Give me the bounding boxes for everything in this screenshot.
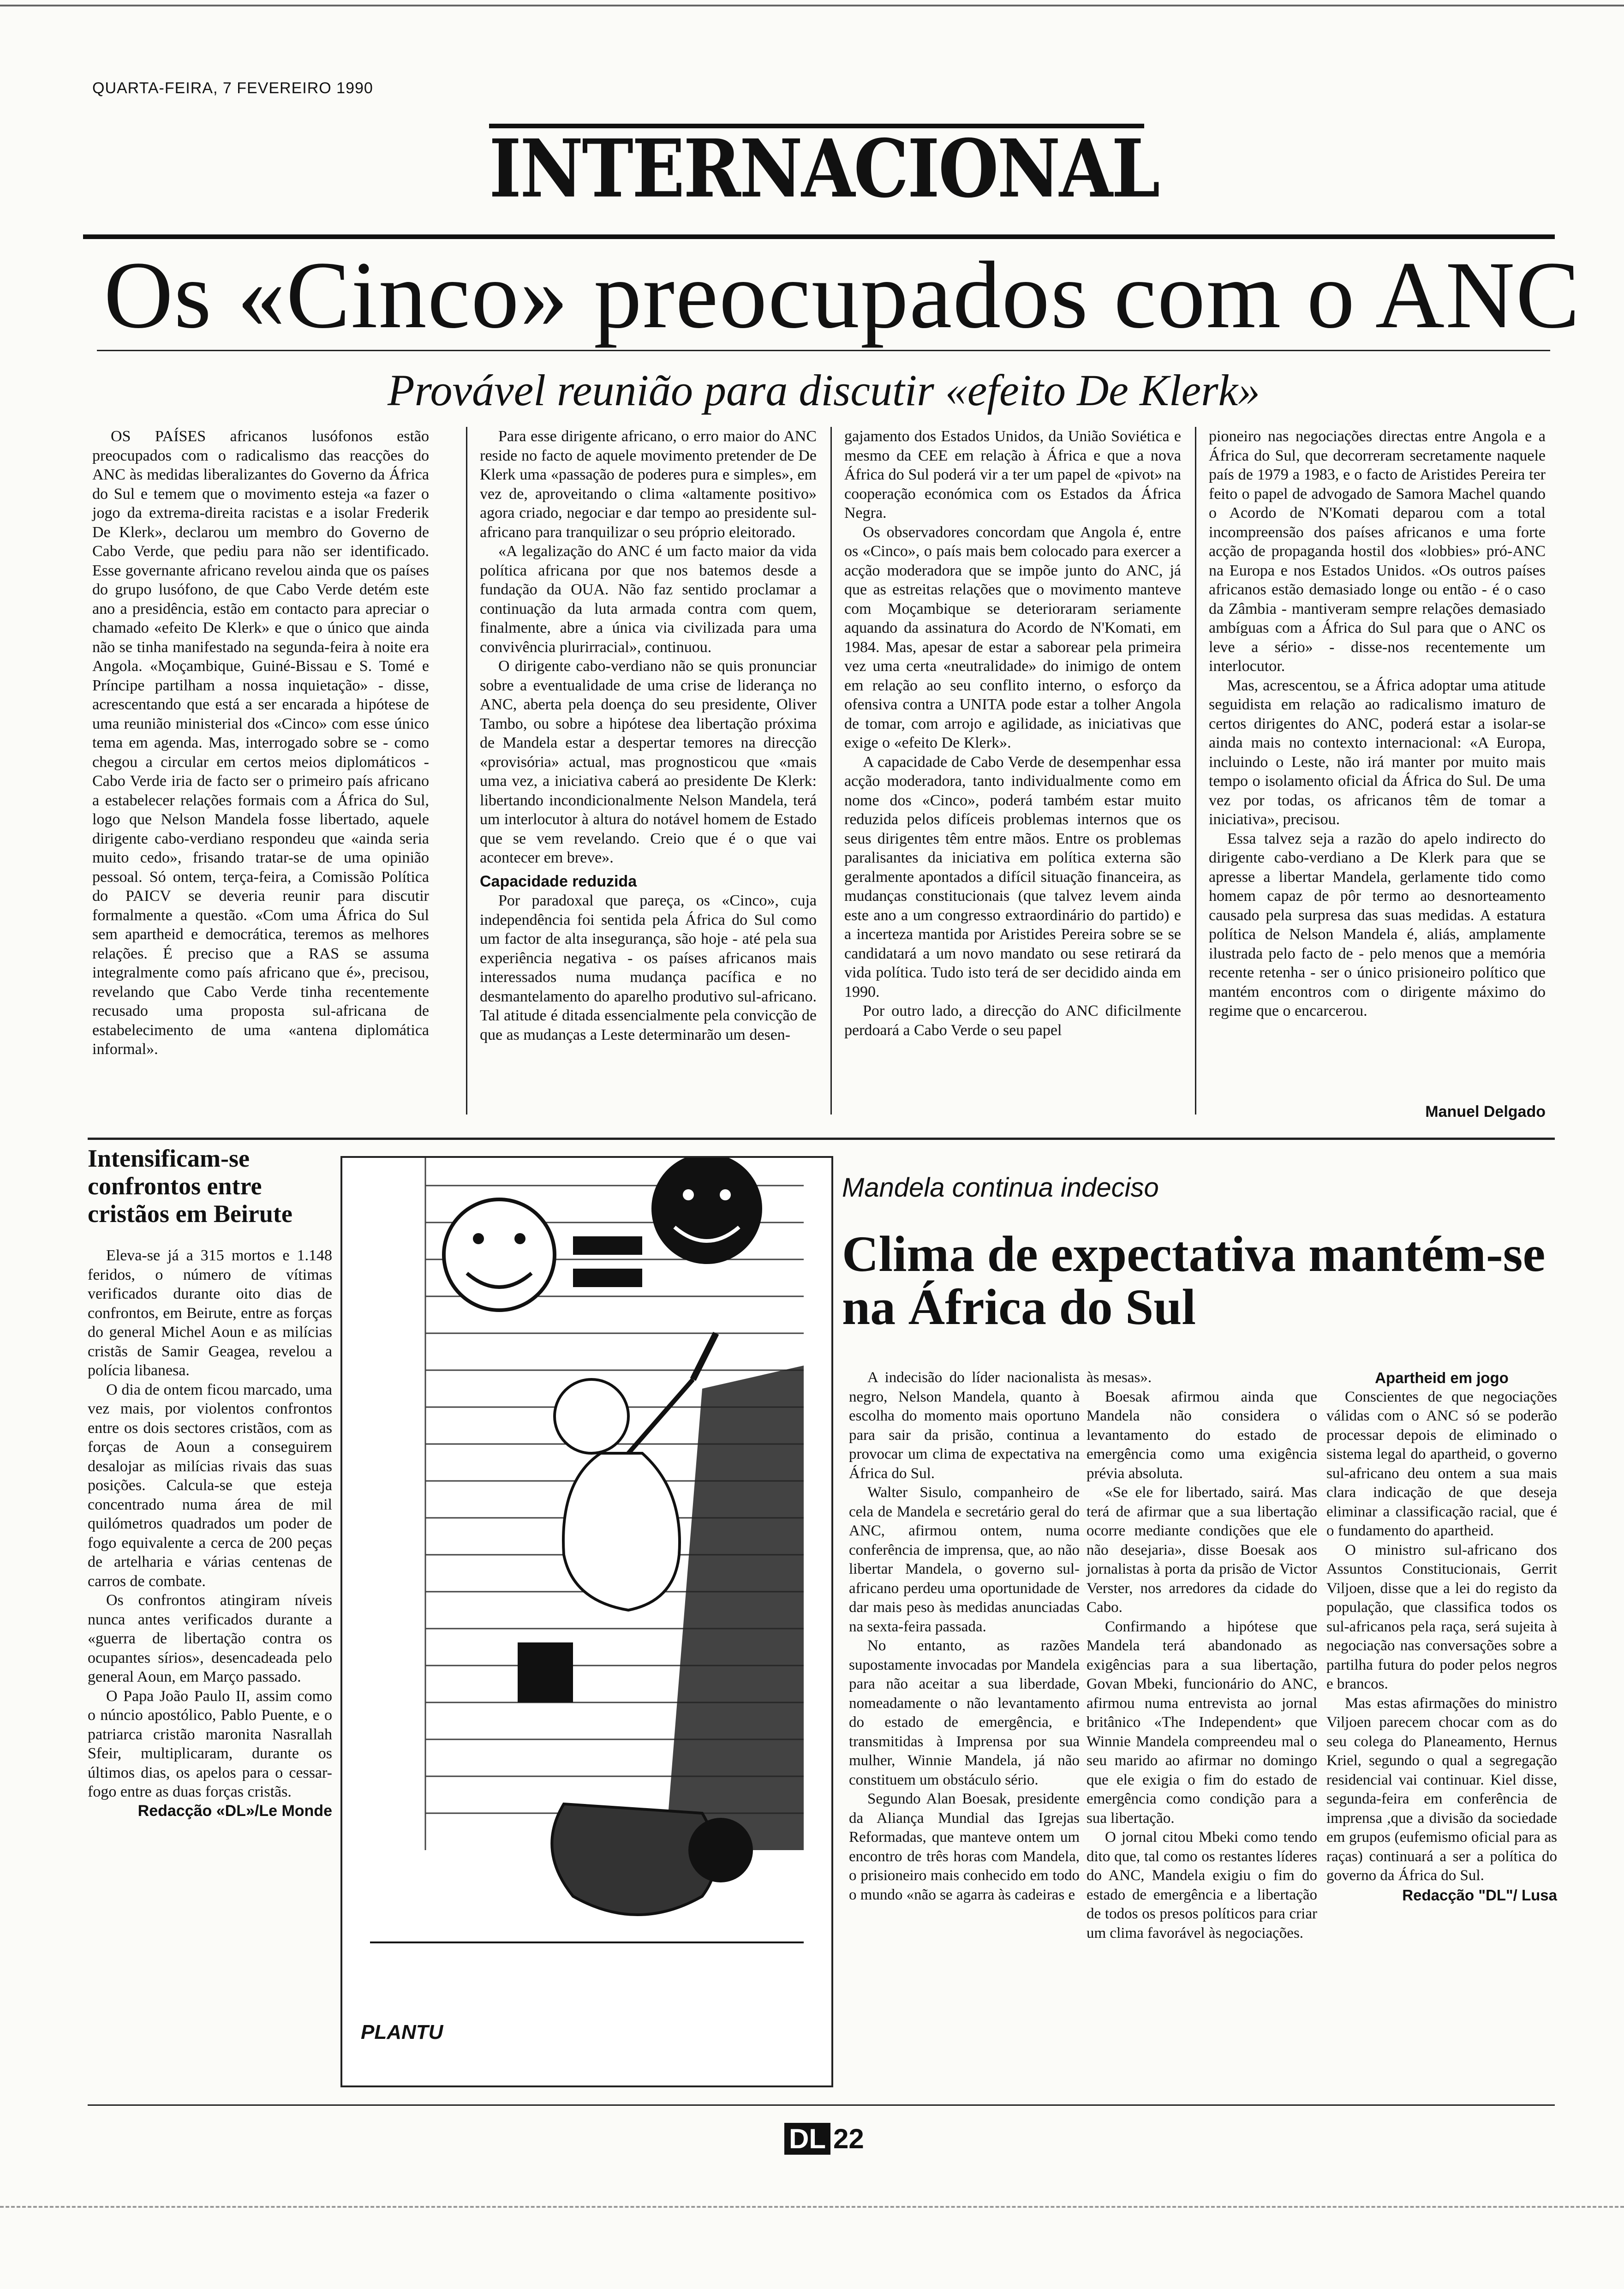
section-banner (489, 122, 1159, 221)
scan-edge-top (0, 5, 1624, 6)
paragraph: Para esse dirigente africano, o erro maior do ANC reside no facto de aquele movimento pretender de De Klerk uma «passação de poderes pura e simples», em vez de, aproveitando o clima «altamente positivo» agora criado, negociar e dar tempo ao presidente sul-africano para tranquilizar o seu próprio eleitorado. (480, 428, 817, 541)
paragraph: Mas estas afirmações do ministro Viljoen parecem chocar com as do seu colega do Planeamento, Hernus Kriel, segundo o qual a segregação residencial vai continuar. Kiel disse, segunda-feira em conferência de imprensa ,que a divisão da sociedade em grupos (eufemismo oficial para as raças) continuará a ser a política do governo da África do Sul. (1326, 1695, 1557, 1884)
paragraph: às mesas». (1087, 1369, 1152, 1386)
main-article-column-2 (480, 427, 817, 1044)
main-article-column-4 (1209, 427, 1546, 1021)
dl-logo: DL (784, 2123, 830, 2155)
paragraph: O dia de ontem ficou marcado, uma vez mais, por violentos confrontos entre os dois sectores cristãos, com as forças de Aoun a conseguirem desalojar as milícias rivais das suas posições. Calcula-se que esteja concentrado numa área de mil quilómetros quadrados um poder de fogo equivalente a cerca de 200 peças de artelharia e várias centenas de carros de combate. (88, 1381, 332, 1590)
cartoon-illustration (340, 1156, 833, 2087)
paragraph: Confirmando a hipótese que Mandela terá abandonado as exigências para a sua libertação, Govan Mbeki, funcionário do ANC, afirmou numa entrevista ao jornal britânico «The Independent» que Winnie Mandela compreendeu mal o seu marido ao afirmar no domingo que ele exigia o fim do estado de emergência como condição para a sua libertação. (1087, 1618, 1317, 1827)
beirute-article (88, 1144, 332, 1821)
mandela-column-1 (849, 1368, 1080, 1905)
paragraph: Eleva-se já a 315 mortos e 1.148 feridos, o número de vítimas verificados durante oito dias de confrontos, em Beirute, entre as forças do general Michel Aoun e as milícias cristãs de Samir Geagea, revelou a polícia libanesa. (88, 1247, 332, 1379)
beirute-headline: Intensificam-se confrontos entre cristãos em Beirute (88, 1144, 293, 1228)
paragraph: gajamento dos Estados Unidos, da União Soviética e mesmo da CEE em relação à África e que a nova África do Sul poderá vir a ter um papel de «pivot» na cooperação económica com os Estados da África Negra. (844, 428, 1181, 521)
mandela-headline-text: Clima de expectativa mantém-se na África do Sul (842, 1226, 1546, 1335)
paragraph: O dirigente cabo-verdiano não se quis pronunciar sobre a eventualidade de uma crise de liderança no ANC, aberta pela doença do seu presidente, Oliver Tambo, ou sobre a hipótese dea libertação próxima de Mandela estar a despertar temores na direcção «provisória» actual, mas prognosticou que «mais uma vez, a iniciativa caberá ao presidente De Klerk: libertando incondicionalmente Nelson Mandela, terá um interlocutor à altura do notável homem de Estado que se vem revelando. Creio que é o que vai acontecer em breve». (480, 658, 817, 866)
paragraph: pioneiro nas negociações directas entre Angola e a África do Sul, que decorreram secretamente naquele país de 1979 a 1983, e o facto de Aristides Pereira ter feito o papel de advogado de Samora Machel quando o Acordo de N'Komati deparou com a total incompreensão dos países africanos e uma forte acção de propaganda hostil dos «lobbies» pró-ANC na Europa e nos Estados Unidos. «Os outros países africanos estão demasiado longe ou então - é o caso da Zâmbia - mantiveram sempre relações demasiado ambíguas com a África do Sul para que o ANC os leve a sério» - disse-nos recentemente um interlocutor. (1209, 428, 1546, 675)
page-footer (784, 2123, 864, 2155)
bottom-rule (88, 2104, 1555, 2106)
paragraph: Boesak afirmou ainda que Mandela não considera o levantamento do estado de emergência como uma exigência prévia absoluta. (1087, 1388, 1317, 1482)
scan-edge-bottom (0, 2206, 1624, 2208)
paragraph: Segundo Alan Boesak, presidente da Aliança Mundial das Igrejas Reformadas, que manteve ontem um encontro de três horas com Mandela, o prisioneiro mais conhecido em todo o mundo «não se agarra às cadeiras e (849, 1791, 1080, 1903)
paragraph: Os observadores concordam que Angola é, entre os «Cinco», o país mais bem colocado para exercer a acção moderadora que se impõe junto do ANC, já que as estreitas relações que o movimento manteve com Moçambique se deterioraram seriamente aquando da assinatura do Acordo de N'Komati, em 1984. Mas, apesar de estar a saborear pela primeira vez uma certa «neutralidade» do inimigo de ontem em relação ao seu conflito interno, o esforço da ofensiva contra a UNITA pode estar a tolher Angola de tomar, com arrojo e agilidade, as iniciativas que exige o «efeito De Klerk». (844, 523, 1181, 751)
dateline: QUARTA-FEIRA, 7 FEVEREIRO 1990 (92, 79, 373, 97)
column-divider (466, 427, 467, 1115)
main-headline: Os «Cinco» preocupados com o ANC (104, 242, 1581, 348)
paragraph: A capacidade de Cabo Verde de desempenhar essa acção moderadora, tanto individualmente como em nome dos «Cinco», poderá também estar muito reduzida pelos difíceis problemas internos que os seus dirigentes têm entre mãos. Entre os problemas paralisantes da iniciativa em política externa são geralmente apontados a difícil situação financeira, as mudanças constitucionais (que talvez levem ainda este ano a um congresso extraordinário do partido) e a incerteza mantida por Aristides Pereira sobre se se candidatará a um novo mandato ou sese retirará da vida política. Tudo isto terá de ser decidido ainda em 1990. (844, 753, 1181, 1001)
paragraph: A indecisão do líder nacionalista negro, Nelson Mandela, quanto à escolha do momento mais oportuno para sair da prisão, continua a provocar um clima de expectativa na África do Sul. (849, 1369, 1080, 1482)
paragraph: Os confrontos atingiram níveis nunca antes verificados durante a «guerra de libertação contra os ocupantes sírios», desencadeada pelo general Aoun, em Março passado. (88, 1592, 332, 1685)
paragraph: Por paradoxal que pareça, os «Cinco», cuja independência foi sentida pela África do Sul como um factor de alta insegurança, são hoje - até pela sua experiência negativa - os países africanos mais interessados numa mudança pacífica e no desmantelamento do aparelho produtivo sul-africano. Tal atitude é ditada essencialmente pela convicção de que as mudanças a Leste determinarão um desen- (480, 892, 817, 1043)
main-subhead: Provável reunião para discutir «efeito De Klerk» (388, 366, 1260, 415)
headline-rule (97, 350, 1550, 351)
paragraph: «Se ele for libertado, sairá. Mas terá de afirmar que a sua libertação ocorre mediante condições que ele não desejaria», disse Boesak aos jornalistas à porta da prisão de Victor Verster, nos arredores da cidade do Cabo. (1087, 1484, 1317, 1616)
mandela-signature: Redacção "DL"/ Lusa (1402, 1886, 1557, 1904)
paragraph: Essa talvez seja a razão do apelo indirecto do dirigente cabo-verdiano a De Klerk para que se apresse a libertar Mandela, gerlamente tido como homem capaz de pôr termo ao desnorteamento causado pela surpresa das suas medidas. A estatura política de Nelson Mandela é, aliás, amplamente ilustrada pelo facto de - pelo menos que a memória recente retenha - ser o único prisioneiro político que mantém encontros com o dirigente máximo do regime que o encarcerou. (1209, 830, 1546, 1019)
paragraph: O ministro sul-africano dos Assuntos Constitucionais, Gerrit Viljoen, disse que a lei do registo da população, que classifica todos os sul-africanos pela raça, será sujeita à negociação nas conversações sobre a partilha futura do poder pelos negros e brancos. (1326, 1541, 1557, 1692)
section-title: INTERNACIONAL (489, 122, 1159, 216)
paragraph: No entanto, as razões supostamente invocadas por Mandela para não aceitar a sua liberdade, nomeadamente o não levantamento do estado de emergência, e transmitidas à Imprensa por sua mulher, Winnie Mandela, já não constituem um obstáculo sério. (849, 1637, 1080, 1788)
mandela-kicker: Mandela continua indeciso (842, 1173, 1159, 1203)
mandela-column-3 (1326, 1368, 1557, 1905)
paragraph: Por outro lado, a direcção do ANC dificilmente perdoará a Cabo Verde o seu papel (844, 1002, 1181, 1039)
main-article-column-1 (92, 427, 429, 1059)
mandela-headline (842, 1228, 1557, 1334)
crosshead: Capacidade reduzida (480, 872, 637, 890)
cartoonist-signature: PLANTU (361, 2021, 443, 2043)
byline: Manuel Delgado (1425, 1103, 1546, 1121)
top-rule (83, 234, 1555, 239)
paragraph: O jornal citou Mbeki como tendo dito que, tal como os restantes líderes do ANC, Mandela exigiu o fim do estado de emergência e a libertação de todos os presos políticos para criar um clima favorável às negociações. (1087, 1829, 1317, 1941)
main-article-column-3 (844, 427, 1181, 1040)
mandela-column-2 (1087, 1368, 1317, 1943)
paragraph: Walter Sisulo, companheiro de cela de Mandela e secretário geral do ANC, afirmou ontem, numa conferência de imprensa, que, ao não libertar Mandela, o governo sul-africano perdeu uma oportunidade de dar mais peso às medidas anunciadas na sexta-feira passada. (849, 1484, 1080, 1635)
beirute-signature: Redacção «DL»/Le Monde (137, 1802, 332, 1820)
crosshead: Apartheid em jogo (1375, 1369, 1509, 1386)
column-divider (830, 427, 832, 1115)
paragraph: O Papa João Paulo II, assim como o núncio apostólico, Pablo Puente, e o patriarca cristão maronita Nasrallah Sfeir, multiplicaram, durante os últimos dias, os apelos para o cessar-fogo entre as duas forças cristãs. (88, 1687, 332, 1800)
paragraph: OS PAÍSES africanos lusófonos estão preocupados com o radicalismo das reacções do ANC às medidas liberalizantes do Governo da África do Sul e temem que o movimento esteja «a fazer o jogo da extrema-direita racistas e a isolar Frederik De Klerk», declarou um membro do Governo de Cabo Verde, que pediu para não ser identificado. Esse governante africano revelou ainda que os países do grupo lusófono, de que Cabo Verde detém este ano a presidência, estão em contacto para apreciar o chamado «efeito De Klerk» e que o único que ainda não se tinha manifestado na segunda-feira à noite era Angola. «Moçambique, Guiné-Bissau e S. Tomé e Príncipe partilham a nossa inquietação» - disse, acrescentando que está a ser encarada a hipótese de uma reunião ministerial dos «Cinco» com esse único tema em agenda. Mas, interrogado sobre se - como chegou a circular em certos meios diplomáticos - Cabo Verde iria de facto ser o primeiro país africano a estabelecer relações formais com a África do Sul, logo que Nelson Mandela fosse libertado, aquele dirigente cabo-verdiano respondeu que «ainda seria muito cedo», frisando tratar-se de uma opinião pessoal. Só ontem, terça-feira, a Comissão Política do PAICV se deveria reunir para discutir formalmente a questão. «Com uma África do Sul sem apartheid e democrática, teremos as melhores relações. É preciso que a RAS se assuma integralmente como país africano que é», precisou, revelando que Cabo Verde tinha recentemente recusado uma proposta sul-africana de estabelecimento de uma «antena diplomática informal». (92, 428, 429, 1058)
column-divider (1195, 427, 1196, 1115)
page-number: 22 (833, 2123, 864, 2154)
paragraph: «A legalização do ANC é um facto maior da vida política africana por que nos batemos desde a fundação da OUA. Não faz sentido proclamar a continuação da luta armada contra com quem, finalmente, abre a única via civilizada para uma convivência plurirracial», continuou. (480, 543, 817, 656)
paragraph: Mas, acrescentou, se a África adoptar uma atitude seguidista em relação ao radicalismo imaturo de certos dirigentes do ANC, poderá estar a isolar-se ainda mais no contexto internacional: «A Europa, incluindo o Leste, não irá manter por muito mais tempo o isolamento oficial da África do Sul. De uma vez por todas, os africanos têm de tomar a iniciativa», precisou. (1209, 677, 1546, 828)
section-divider (88, 1138, 1555, 1140)
paragraph: Conscientes de que negociações válidas com o ANC só se poderão processar depois de eliminado o sistema legal do apartheid, o governo sul-africano deu ontem a sua mais clara indicação de que deseja eliminar a classificação racial, que é o fundamento do apartheid. (1326, 1388, 1557, 1539)
cartoon-drawing (342, 1158, 831, 2085)
